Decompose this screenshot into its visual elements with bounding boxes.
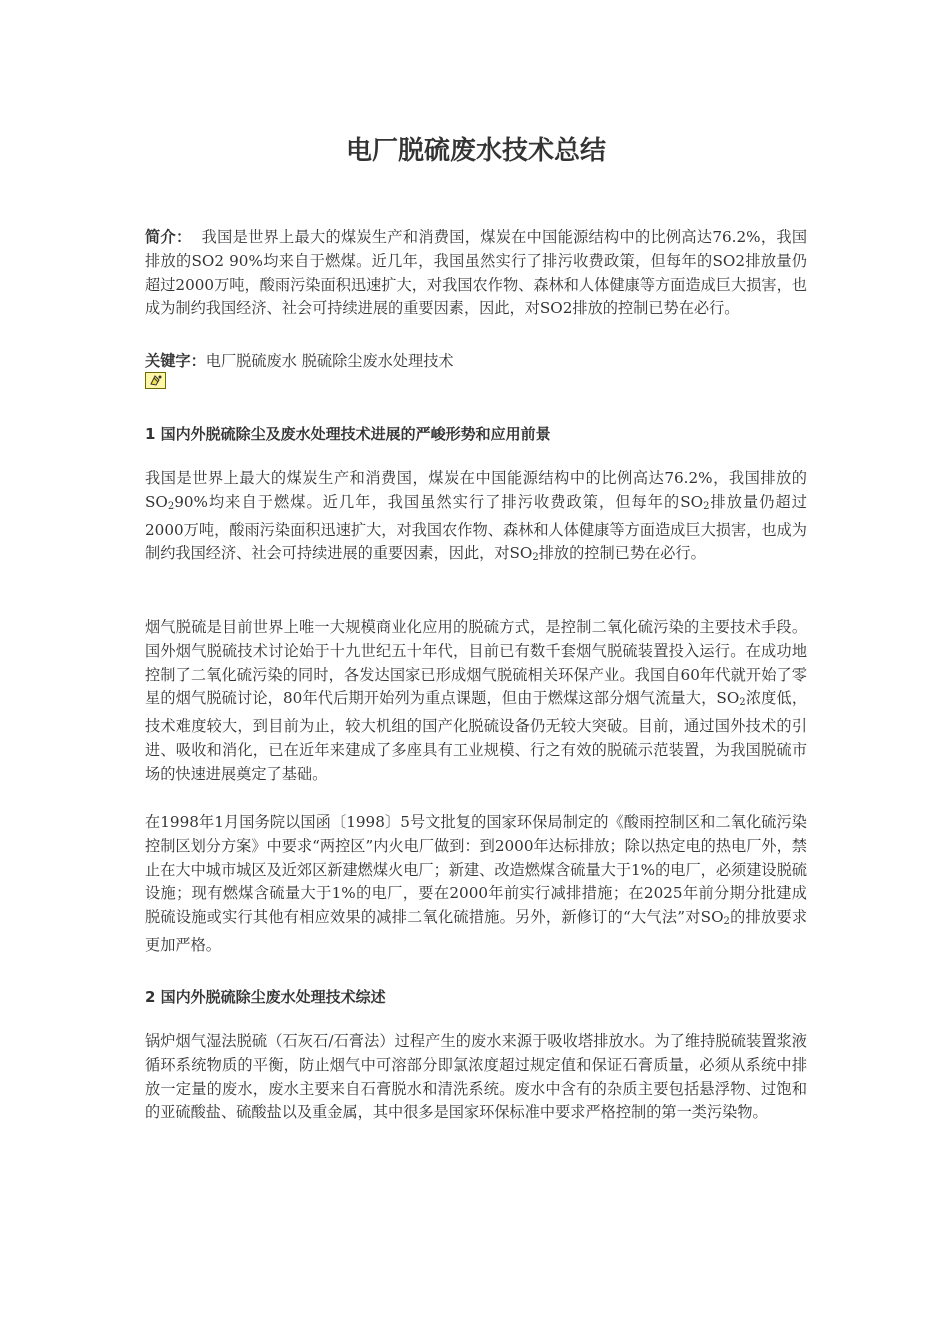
keywords-line [145,350,807,374]
text-run: 排放量仍超过2000万吨，酸雨污染面积迅速扩大，对我国农作物、森林和人体健康等方面造成巨大损害，也成为制约我国经济、社会可持续进展的重要因素，因此，对SO [145,492,807,563]
text-run: 我国是世界上最大的煤炭生产和消费国，煤炭在中国能源结构中的比例高达76.2%，我国排放的SO [145,469,807,511]
text-run: 的排放要求更加严格。 [145,908,808,954]
section-1-paragraph-2 [145,616,807,787]
intro-text: 我国是世界上最大的煤炭生产和消费国，煤炭在中国能源结构中的比例高达76.2%，我国排放的SO2 90%均来自于燃煤。近几年，我国虽然实行了排污收费政策，但每年的SO2排放量仍超过2000万吨，酸雨污染面积迅速扩大，对我国农作物、森林和人体健康等方面造成巨大损害，也成为制约我国经济、社会可持续进展的重要因素，因此，对SO2排放的控制已势在必行。 [145,228,808,318]
section-1-heading: 1 国内外脱硫除尘及废水处理技术进展的严峻形势和应用前景 [145,425,551,443]
intro-paragraph [145,226,807,321]
keywords-text: 电厂脱硫废水 脱硫除尘废水处理技术 [205,352,454,370]
subscript: 2 [723,916,730,928]
subscript: 2 [703,500,710,512]
section-2-heading: 2 国内外脱硫除尘废水处理技术综述 [145,988,386,1006]
text-run: 浓度低，技术难度较大，到目前为止，较大机组的国产化脱硫设备仍无较大突破。目前，通过国外技术的引进、吸收和消化，已在近年来建成了多座具有工业规模、行之有效的脱硫示范装置，为我国脱硫市场的快速进展奠定了基础。 [145,689,808,783]
text-run: 烟气脱硫是目前世界上唯一大规模商业化应用的脱硫方式，是控制二氧化硫污染的主要技术手段。国外烟气脱硫技术讨论始于十九世纪五十年代，目前已有数千套烟气脱硫装置投入运行。在成功地控制了二氧化硫污染的同时，各发达国家已形成烟气脱硫相关环保产业。我国自60年代就开始了零星的烟气脱硫讨论，80年代后期开始列为重点课题，但由于燃煤这部分烟气流量大，SO [145,618,807,708]
page-title: 电厂脱硫废水技术总结 [345,136,606,166]
subscript: 2 [532,552,539,564]
text-run: 排放的控制已势在必行。 [538,544,706,563]
section-1-paragraph-1 [145,467,807,570]
text-run: 在1998年1月国务院以国函〔1998〕5号文批复的国家环保局制定的《酸雨控制区和二氧化硫污染控制区划分方案》中要求“两控区”内火电厂做到：到2000年达标排放；除以热定电的热电厂外，禁止在大中城市城区及近郊区新建燃煤火电厂；新建、改造燃煤含硫量大于1%的电厂，必须建设脱硫设施；现有燃煤含硫量大于1%的电厂，要在2000年前实行减排措施；在2025年前分期分批建成脱硫设施或实行其他有相应效果的减排二氧化硫措施。另外，新修订的“大气法”对SO [145,813,807,927]
section-2-paragraph-1: 锅炉烟气湿法脱硫（石灰石/石膏法）过程产生的废水来源于吸收塔排放水。为了维持脱硫装置浆液循环系统物质的平衡，防止烟气中可溶部分即氯浓度超过规定值和保证石膏质量，必须从系统中排放一定量的废水，废水主要来自石膏脱水和清洗系统。废水中含有的杂质主要包括悬浮物、过饱和的亚硫酸盐、硫酸盐以及重金属，其中很多是国家环保标准中要求严格控制的第一类污染物。 [145,1032,807,1122]
broken-image-icon [145,372,166,389]
keywords-label: 关键字： [145,352,206,370]
subscript: 2 [739,697,746,709]
subscript: 2 [167,500,175,512]
text-run: 90%均来自于燃煤。近几年，我国虽然实行了排污收费政策，但每年的SO [174,492,704,511]
intro-label: 简介： [145,228,192,246]
section-1-paragraph-3 [145,811,807,958]
